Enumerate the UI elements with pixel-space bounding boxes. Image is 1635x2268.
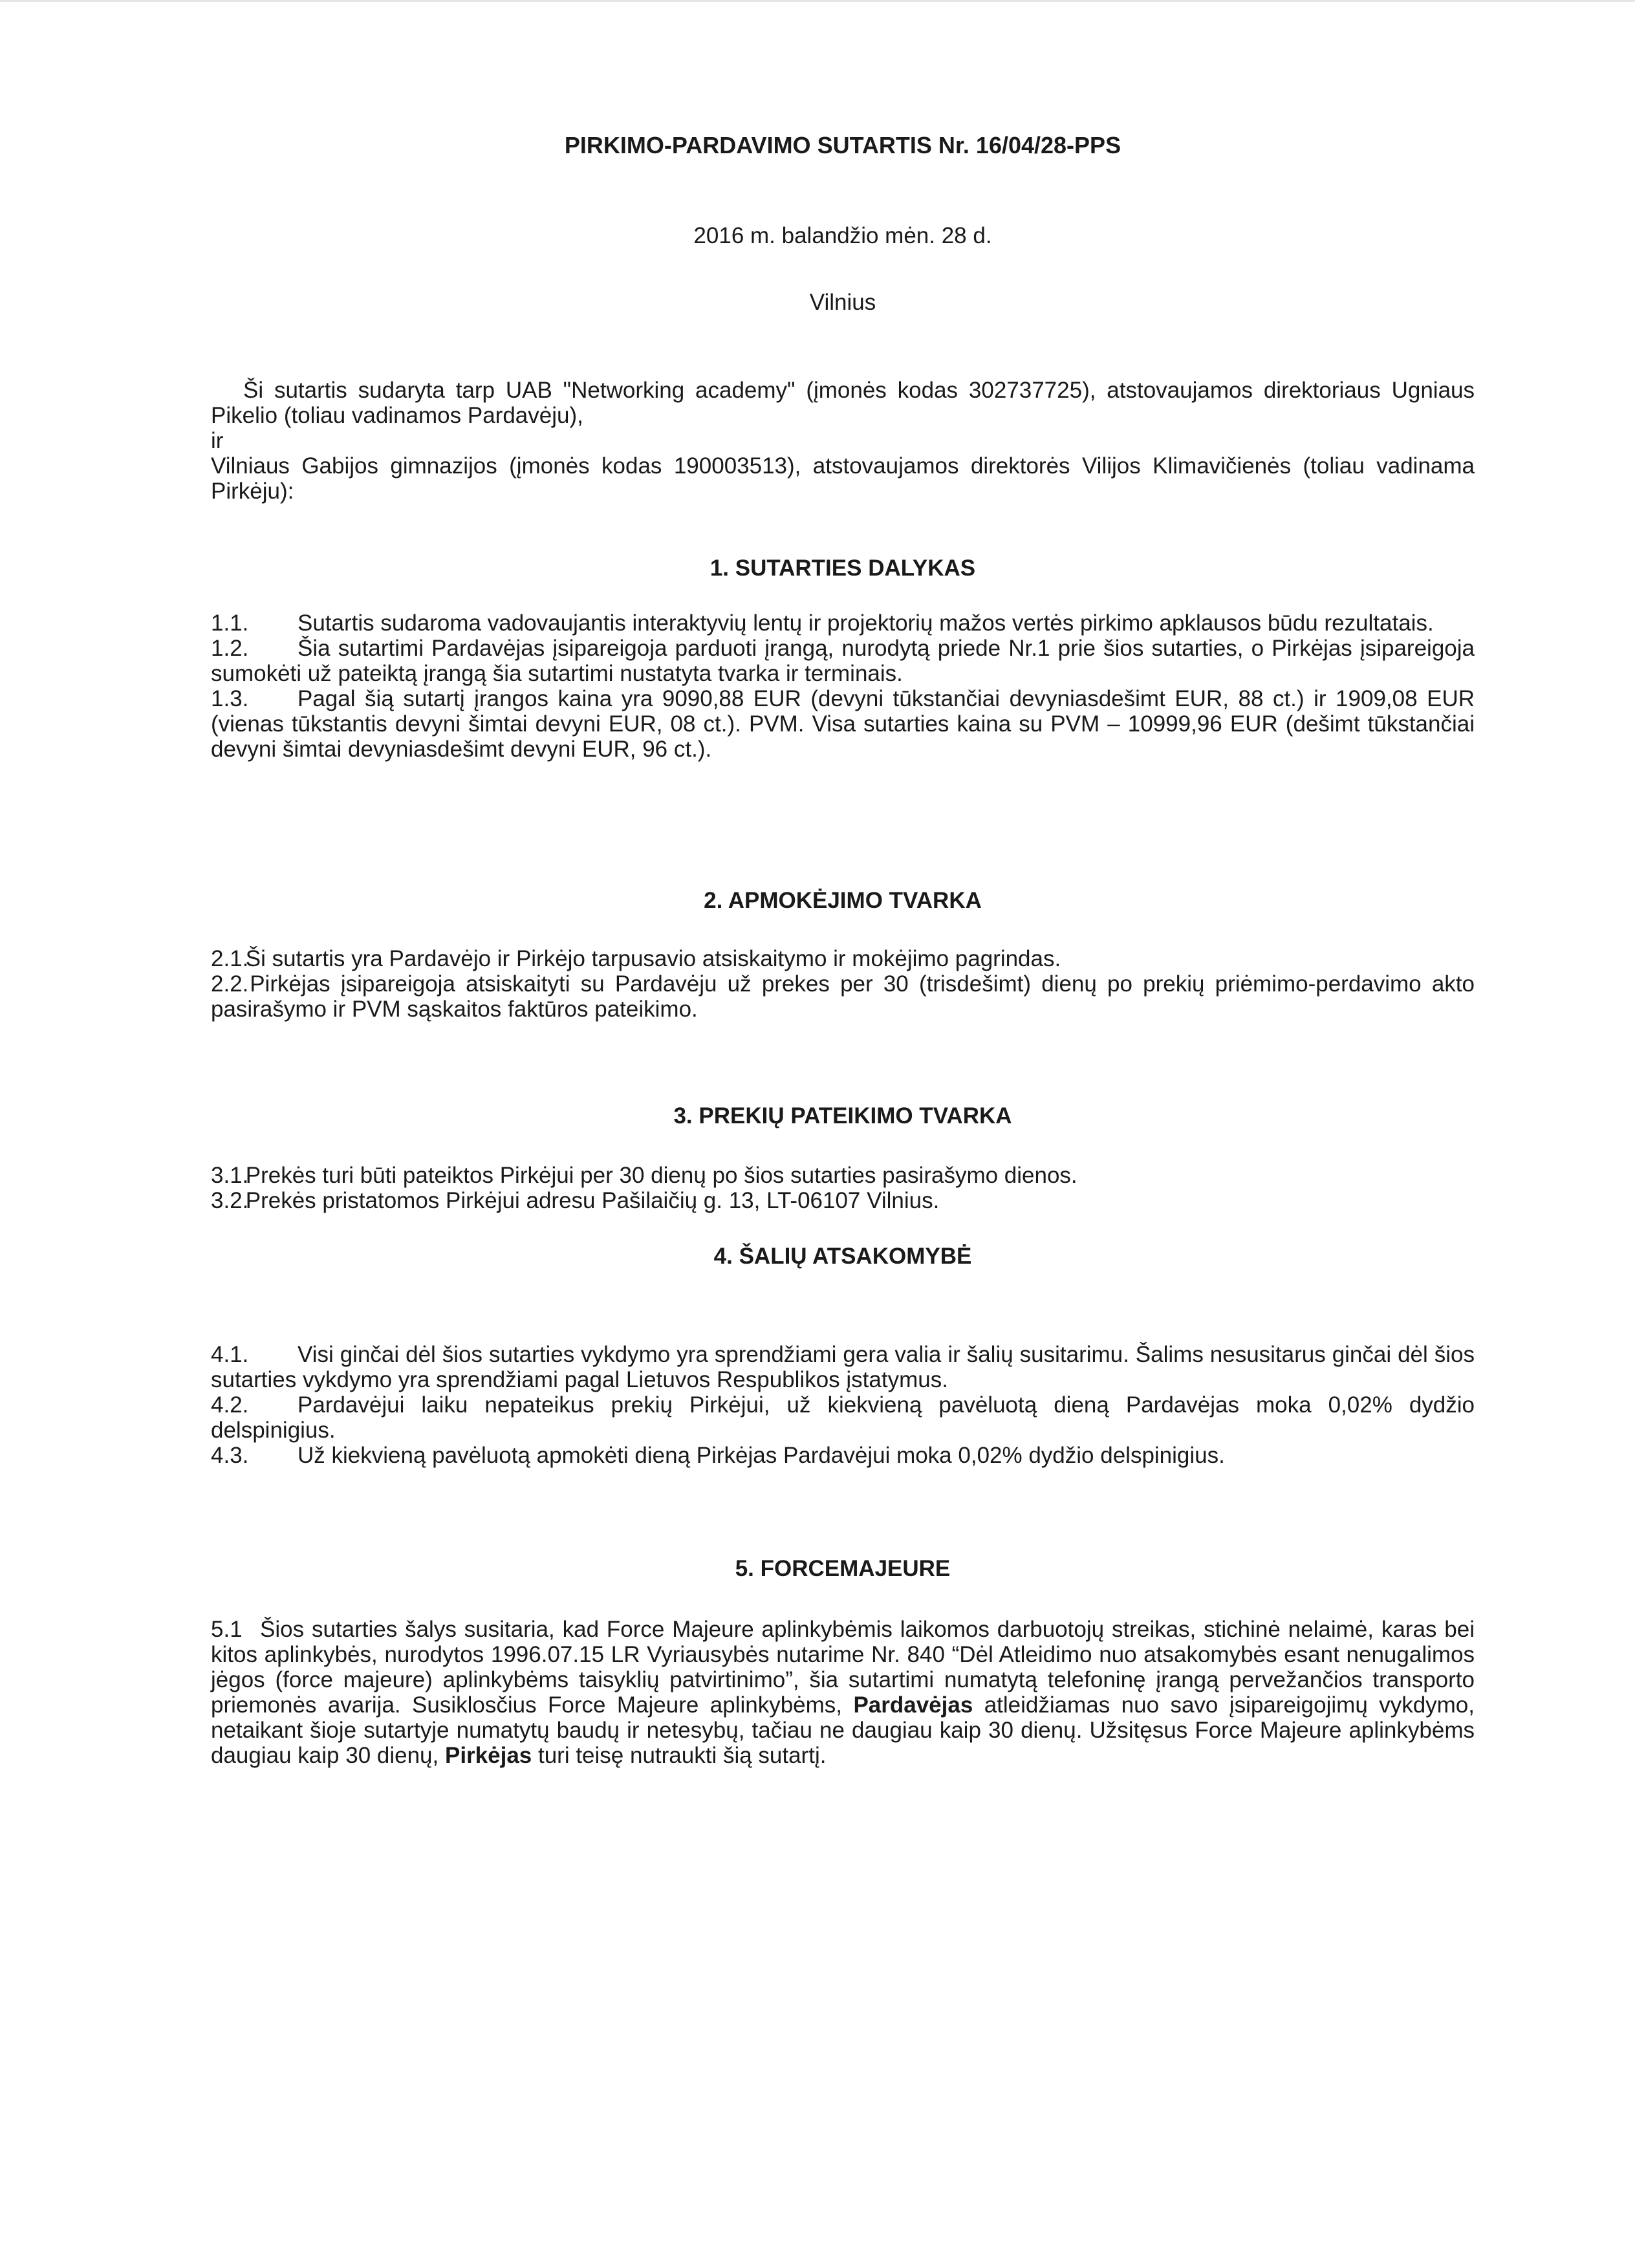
clause-3-1 — [211, 1163, 1475, 1188]
clause-5-1 — [211, 1617, 1475, 1768]
clause-text: Prekės turi būti pateiktos Pirkėjui per 30 dienų po šios sutarties pasirašymo dienos. — [245, 1163, 1077, 1188]
parties-intro — [211, 378, 1475, 504]
section-5 — [211, 1556, 1475, 1581]
section-heading: 1. SUTARTIES DALYKAS — [709, 556, 976, 581]
clause-4-1 — [211, 1342, 1475, 1392]
conjunction: ir — [211, 428, 224, 453]
clause-text: Šia sutartimi Pardavėjas įsipareigoja parduoti įrangą, nurodytą priede Nr.1 prie šios sutarties, o Pirkėjas įsipareigoja sumokėti už pateiktą įrangą šia sutartimi nustatyta tvarka ir terminais. — [211, 636, 1475, 686]
section-heading: 5. FORCEMAJEURE — [735, 1556, 951, 1581]
clause-number: 1.1. — [211, 610, 249, 636]
scan-edge — [0, 0, 1635, 2]
clause-text: Ši sutartis yra Pardavėjo ir Pirkėjo tarpusavio atsiskaitymo ir mokėjimo pagrindas. — [245, 946, 1061, 971]
contract-city: Vilnius — [809, 290, 876, 315]
clause-number: 5.1 — [211, 1617, 243, 1642]
section-1 — [211, 556, 1475, 581]
clause-4-3 — [211, 1443, 1475, 1468]
clause-number: 2.2. — [211, 971, 249, 997]
section-2 — [211, 888, 1475, 913]
seller-party: Ši sutartis sudaryta tarp UAB "Networking academy" (įmonės kodas 302737725), atstovaujamos direktoriaus Ugniaus Pikelio (toliau vadinamos Pardavėju), — [211, 378, 1475, 428]
clause-4-2 — [211, 1392, 1475, 1443]
section-heading: 2. APMOKĖJIMO TVARKA — [704, 888, 982, 913]
section-4 — [211, 1244, 1475, 1269]
clause-text: Pardavėjui laiku nepateikus prekių Pirkėjui, už kiekvieną pavėluotą dieną Pardavėjas moka 0,02% dydžio delspinigius. — [211, 1392, 1475, 1443]
clause-number: 1.2. — [211, 636, 249, 661]
clause-number: 4.1. — [211, 1342, 249, 1367]
clause-number: 3.1. — [211, 1163, 249, 1188]
clause-text: Šios sutarties šalys susitaria, kad Force Majeure aplinkybėmis laikomos darbuotojų streikas, stichinė nelaimė, karas bei kitos aplinkybės, nurodytos 1996.07.15 LR Vyriausybės nutarime Nr. 840 “Dėl Atleidimo nuo atsakomybės esant nenugalimos jėgos (force majeure) aplinkybėms taisyklių patvirtinimo”, šia sutartimi numatytą telefoninę įrangą pervežančios transporto priemonės avarija. Susiklosčius Force Majeure aplinkybėms, — [211, 1617, 1475, 1718]
section-1-items — [211, 610, 1475, 762]
clause-number: 4.2. — [211, 1392, 249, 1418]
clause-number: 1.3. — [211, 686, 249, 711]
section-5-items — [211, 1617, 1475, 1768]
clause-text: Sutartis sudaroma vadovaujantis interaktyvių lentų ir projektorių mažos vertės pirkimo apklausos būdu rezultatais. — [298, 610, 1434, 636]
clause-3-2 — [211, 1188, 1475, 1213]
clause-text: Už kiekvieną pavėluotą apmokėti dieną Pirkėjas Pardavėjui moka 0,02% dydžio delspinigius. — [298, 1443, 1225, 1468]
section-heading: 4. ŠALIŲ ATSAKOMYBĖ — [713, 1244, 972, 1269]
section-2-items — [211, 946, 1475, 1022]
clause-text: Visi ginčai dėl šios sutarties vykdymo yra sprendžiami gera valia ir šalių susitarimu. Šalims nesusitarus ginčai dėl šios sutarties vykdymo yra sprendžiami pagal Lietuvos Respublikos įstatymus. — [211, 1342, 1475, 1392]
section-4-items — [211, 1342, 1475, 1468]
clause-number: 2.1. — [211, 946, 249, 971]
clause-1-2 — [211, 636, 1475, 686]
clause-number: 3.2. — [211, 1188, 249, 1213]
section-3-items — [211, 1163, 1475, 1213]
clause-2-2 — [211, 971, 1475, 1022]
contract-date: 2016 m. balandžio mėn. 28 d. — [693, 223, 992, 248]
clause-2-1 — [211, 946, 1475, 971]
section-3 — [211, 1103, 1475, 1129]
clause-text: atleidžiamas nuo savo įsipareigojimų vykdymo, netaikant šioje sutartyje numatytų baudų ir netesybų, tačiau ne daugiau kaip 30 dienų. Užsitęsus Force Majeure aplinkybėms daugiau kaip 30 dienų, — [211, 1692, 1475, 1768]
clause-number: 4.3. — [211, 1443, 249, 1468]
clause-1-3 — [211, 686, 1475, 762]
section-heading: 3. PREKIŲ PATEIKIMO TVARKA — [673, 1103, 1012, 1129]
clause-text: Pagal šią sutartį įrangos kaina yra 9090,88 EUR (devyni tūkstančiai devyniasdešimt EUR, 88 ct.) ir 1909,08 EUR (vienas tūkstantis devyni šimtai devyni EUR, 08 ct.). PVM. Visa sutarties kaina su PVM – 10999,96 EUR (dešimt tūkstančiai devyni šimtai devyniasdešimt devyni EUR, 96 ct.). — [211, 686, 1475, 762]
clause-text-bold: Pardavėjas — [853, 1692, 973, 1718]
clause-text: Pirkėjas įsipareigoja atsiskaityti su Pardavėju už prekes per 30 (trisdešimt) dienų po prekių priėmimo-perdavimo akto pasirašymo ir PVM sąskaitos faktūros pateikimo. — [211, 971, 1475, 1022]
buyer-party: Vilniaus Gabijos gimnazijos (įmonės kodas 190003513), atstovaujamos direktorės Vilijos Klimavičienės (toliau vadinama Pirkėju): — [211, 453, 1475, 504]
clause-text-bold: Pirkėjas — [444, 1743, 532, 1768]
clause-1-1 — [211, 610, 1475, 636]
clause-text: Prekės pristatomos Pirkėjui adresu Pašilaičių g. 13, LT-06107 Vilnius. — [245, 1188, 940, 1213]
clause-text: turi teisę nutraukti šią sutartį. — [532, 1743, 827, 1768]
contract-title: PIRKIMO-PARDAVIMO SUTARTIS Nr. 16/04/28-PPS — [564, 132, 1121, 158]
